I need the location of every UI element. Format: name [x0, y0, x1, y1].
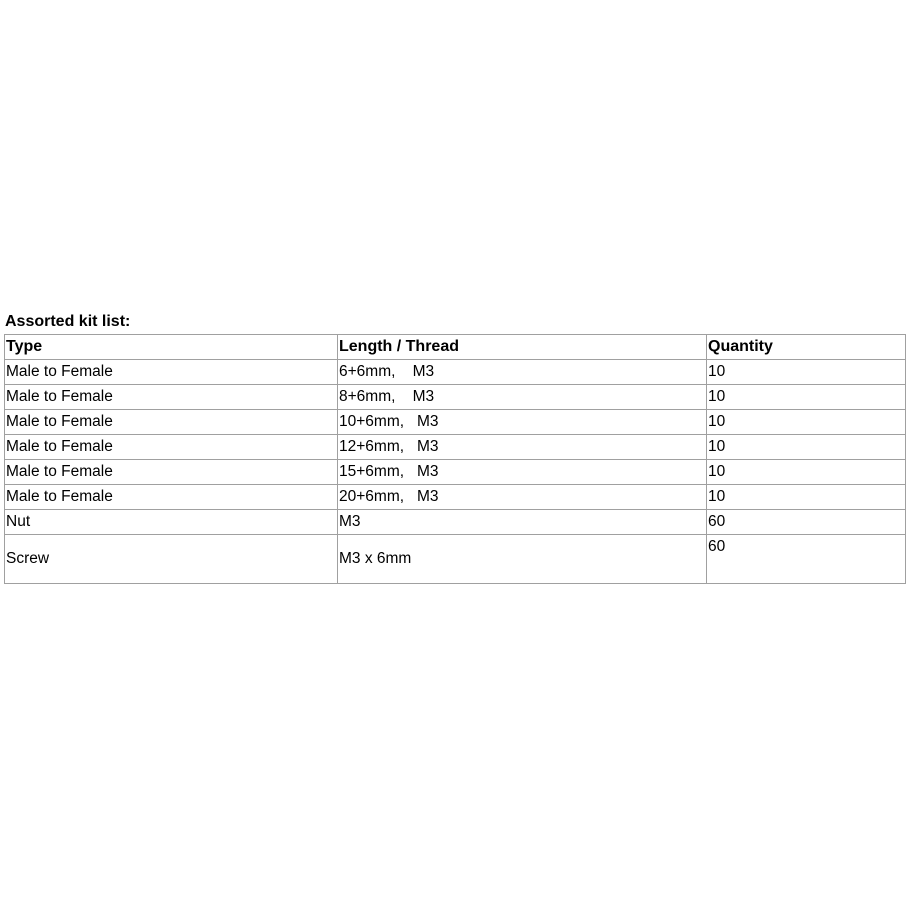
- header-type: Type: [5, 335, 338, 360]
- cell-length-thread: 12+6mm, M3: [338, 435, 707, 460]
- table-header-row: [5, 335, 906, 360]
- table-row: [5, 460, 906, 485]
- header-quantity: Quantity: [707, 335, 906, 360]
- cell-quantity: 10: [707, 360, 906, 385]
- table-row: [5, 510, 906, 535]
- cell-length-thread: 15+6mm, M3: [338, 460, 707, 485]
- cell-type: Male to Female: [5, 410, 338, 435]
- cell-type: Male to Female: [5, 385, 338, 410]
- cell-type: Screw: [5, 535, 338, 584]
- table-row: [5, 435, 906, 460]
- cell-type: Nut: [5, 510, 338, 535]
- cell-length-thread: M3 x 6mm: [338, 535, 707, 584]
- cell-length-thread: 20+6mm, M3: [338, 485, 707, 510]
- cell-type: Male to Female: [5, 460, 338, 485]
- cell-quantity: 10: [707, 385, 906, 410]
- table-caption: Assorted kit list:: [5, 313, 131, 330]
- cell-type: Male to Female: [5, 360, 338, 385]
- document: [4, 312, 906, 584]
- table-row: [5, 360, 906, 385]
- cell-quantity: 60: [707, 535, 906, 584]
- cell-quantity: 60: [707, 510, 906, 535]
- cell-quantity: 10: [707, 435, 906, 460]
- cell-length-thread: 6+6mm, M3: [338, 360, 707, 385]
- table-row: [5, 410, 906, 435]
- cell-length-thread: 8+6mm, M3: [338, 385, 707, 410]
- header-length-thread: Length / Thread: [338, 335, 707, 360]
- table-row: [5, 485, 906, 510]
- table-row: [5, 385, 906, 410]
- table-row: [5, 535, 906, 584]
- cell-quantity: 10: [707, 485, 906, 510]
- cell-quantity: 10: [707, 460, 906, 485]
- cell-length-thread: M3: [338, 510, 707, 535]
- cell-quantity: 10: [707, 410, 906, 435]
- cell-type: Male to Female: [5, 435, 338, 460]
- cell-length-thread: 10+6mm, M3: [338, 410, 707, 435]
- kit-list-table: [4, 334, 906, 584]
- cell-type: Male to Female: [5, 485, 338, 510]
